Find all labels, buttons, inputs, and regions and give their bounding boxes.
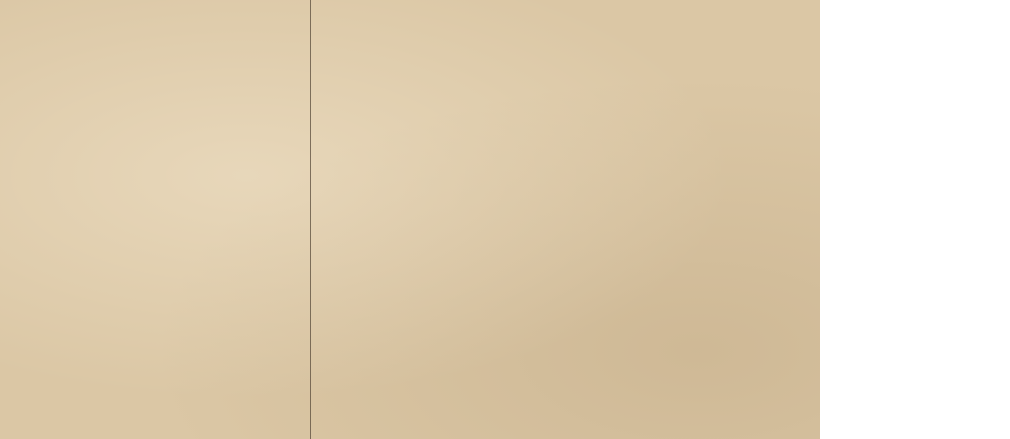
column-divider [310, 0, 311, 439]
blank-margin [820, 0, 1010, 439]
